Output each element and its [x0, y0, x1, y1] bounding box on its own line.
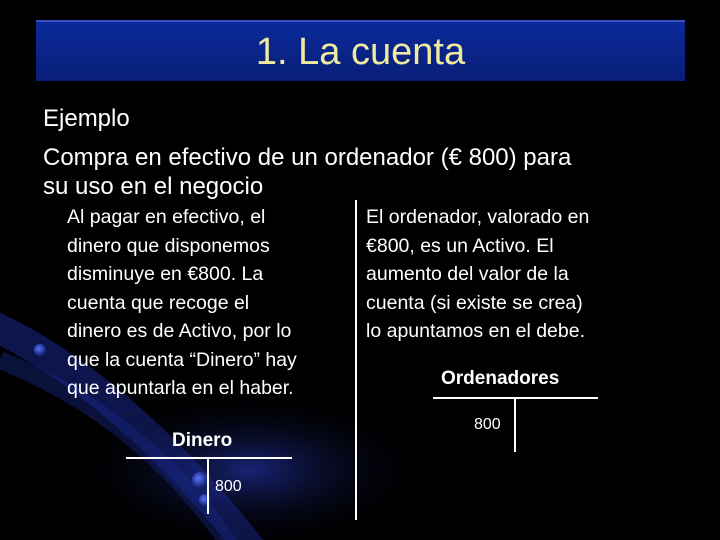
left-line: que la cuenta “Dinero” hay [67, 348, 297, 371]
left-line: dinero que disponemos [67, 234, 270, 257]
column-divider [355, 200, 357, 520]
left-line: cuenta que recoge el [67, 291, 250, 314]
left-line: dinero es de Activo, por lo [67, 320, 292, 342]
left-line: que apuntarla en el haber. [67, 377, 294, 399]
right-line: aumento del valor de la [366, 263, 569, 285]
intro-line-1: Compra en efectivo de un ordenador (€ 800) para [43, 144, 572, 171]
dinero-t-account-stem [207, 457, 209, 514]
left-explanation [67, 203, 345, 403]
slide-title: 1. La cuenta [255, 31, 466, 73]
dinero-account-name: Dinero [172, 430, 233, 451]
right-line: lo apuntamos en el debe. [366, 320, 585, 342]
right-explanation [366, 203, 641, 346]
ordenadores-t-account-stem [514, 397, 516, 452]
title-bar [36, 20, 685, 81]
heading-ejemplo: Ejemplo [43, 105, 130, 132]
ordenadores-debe-amount: 800 [474, 416, 501, 433]
left-line: Al pagar en efectivo, el [67, 206, 266, 228]
right-line: El ordenador, valorado en [366, 206, 590, 228]
right-line: cuenta (si existe se crea) [366, 291, 583, 314]
intro-line-2: su uso en el negocio [43, 173, 264, 200]
ordenadores-account-name: Ordenadores [441, 368, 560, 389]
left-line: disminuye en €800. La [67, 263, 264, 285]
dinero-t-account-top [126, 457, 292, 459]
right-line: €800, es un Activo. El [366, 234, 554, 257]
dinero-haber-amount: 800 [215, 478, 242, 495]
